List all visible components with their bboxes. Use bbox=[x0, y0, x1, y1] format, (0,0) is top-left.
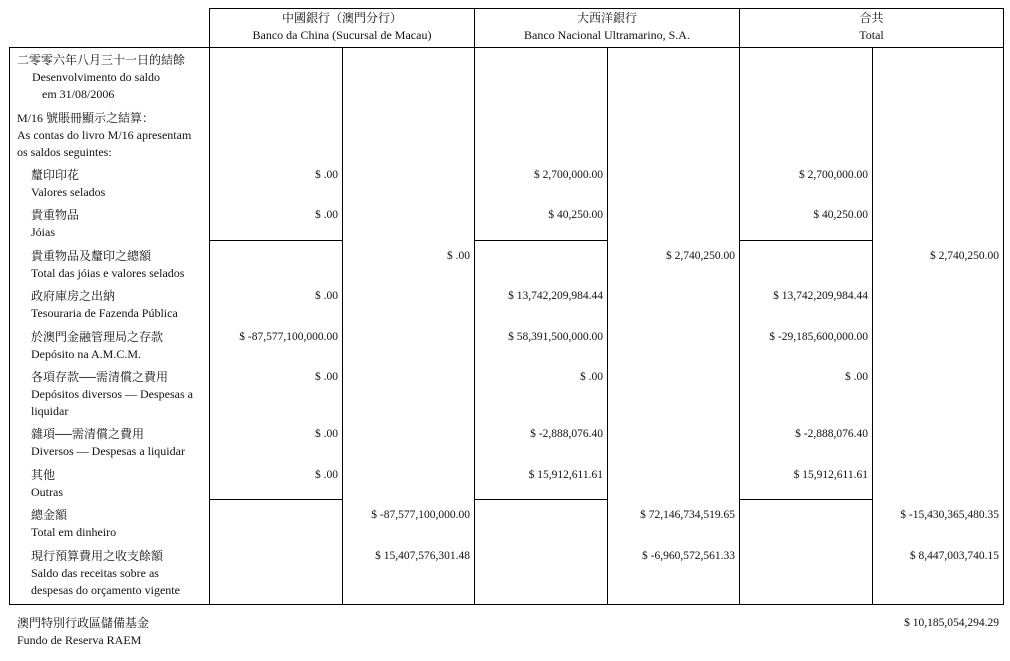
boc-subtotal: $ .00 bbox=[447, 250, 470, 262]
row-label-pt: Jóias bbox=[31, 225, 55, 239]
boc-value: $ .00 bbox=[315, 469, 338, 481]
row-label-zh: 貴重物品 bbox=[31, 208, 80, 222]
header-boc-pt: Banco da China (Sucursal de Macau) bbox=[252, 28, 432, 42]
bnu-value: $ 58,391,500,000.00 bbox=[508, 331, 603, 343]
reserve-fund-label-zh: 澳門特別行政區儲備基金 bbox=[17, 616, 150, 630]
total-subtotal: $ -15,430,365,480.35 bbox=[900, 509, 999, 521]
boc-value: $ .00 bbox=[315, 169, 338, 181]
row-label-pt: Valores selados bbox=[31, 185, 106, 199]
bnu-subtotal: $ 2,740,250.00 bbox=[666, 250, 735, 262]
header-total-pt: Total bbox=[859, 28, 884, 42]
bnu-value: $ 40,250.00 bbox=[548, 209, 603, 221]
row-label-pt: Depósitos diversos — Despesas a liquidar bbox=[31, 387, 193, 418]
reserve-fund-total: $ 10,185,054,294.29 bbox=[904, 617, 999, 629]
total-value: $ 2,700,000.00 bbox=[799, 169, 868, 181]
boc-subtotal: $ 15,407,576,301.48 bbox=[375, 550, 470, 562]
row-label-pt: Saldo das receitas sobre as despesas do orçamento vigente bbox=[31, 566, 180, 597]
row-label-zh: 現行預算費用之收支餘額 bbox=[31, 549, 164, 563]
reserve-fund-label-pt: Fundo de Reserva RAEM bbox=[17, 633, 142, 647]
bnu-value: $ 13,742,209,984.44 bbox=[508, 290, 603, 302]
m16-label-pt-2: os saldos seguintes: bbox=[17, 145, 112, 159]
boc-value: $ -87,577,100,000.00 bbox=[239, 331, 338, 343]
bnu-value: $ 2,700,000.00 bbox=[534, 169, 603, 181]
row-label-zh: 其他 bbox=[31, 468, 56, 482]
boc-value: $ .00 bbox=[315, 428, 338, 440]
total-value: $ 15,912,611.61 bbox=[793, 469, 868, 481]
header-total-zh: 合共 bbox=[859, 11, 884, 25]
m16-label-pt-1: As contas do livro M/16 apresentam bbox=[17, 128, 192, 142]
bnu-value: $ -2,888,076.40 bbox=[530, 428, 603, 440]
total-subtotal: $ 2,740,250.00 bbox=[930, 250, 999, 262]
row-label-pt: Tesouraria de Fazenda Pública bbox=[31, 306, 178, 320]
header-bnu-pt: Banco Nacional Ultramarino, S.A. bbox=[524, 28, 690, 42]
row-label-pt: Total das jóias e valores selados bbox=[31, 266, 185, 280]
header-bnu-zh: 大西洋銀行 bbox=[576, 11, 637, 25]
boc-value: $ .00 bbox=[315, 209, 338, 221]
total-value: $ -2,888,076.40 bbox=[795, 428, 868, 440]
bnu-subtotal: $ -6,960,572,561.33 bbox=[642, 550, 735, 562]
total-value: $ 40,250.00 bbox=[813, 209, 868, 221]
total-value: $ .00 bbox=[845, 371, 868, 383]
row-label-zh: 於澳門金融管理局之存款 bbox=[31, 330, 164, 344]
row-label-zh: 政府庫房之出納 bbox=[31, 289, 116, 303]
bnu-value: $ .00 bbox=[580, 371, 603, 383]
row-label-pt: Outras bbox=[31, 485, 63, 499]
date-label-zh: 二零零六年八月三十一日的結餘 bbox=[17, 53, 186, 67]
date-label-pt-2: em 31/08/2006 bbox=[42, 87, 115, 101]
boc-subtotal: $ -87,577,100,000.00 bbox=[371, 509, 470, 521]
row-label-pt: Depósito na A.M.C.M. bbox=[31, 347, 142, 361]
boc-value: $ .00 bbox=[315, 290, 338, 302]
total-value: $ 13,742,209,984.44 bbox=[773, 290, 868, 302]
m16-label-zh: M/16 號賬冊顯示之結算： bbox=[17, 111, 155, 125]
bnu-subtotal: $ 72,146,734,519.65 bbox=[640, 509, 735, 521]
header-boc-zh: 中國銀行（澳門分行） bbox=[281, 11, 402, 25]
row-label-pt: Diversos — Despesas a liquidar bbox=[31, 444, 185, 458]
bnu-value: $ 15,912,611.61 bbox=[528, 469, 603, 481]
boc-value: $ .00 bbox=[315, 371, 338, 383]
row-label-zh: 貴重物品及釐印之總額 bbox=[31, 249, 152, 263]
date-label-pt-1: Desenvolvimento do saldo bbox=[32, 70, 160, 84]
total-subtotal: $ 8,447,003,740.15 bbox=[909, 550, 999, 562]
row-label-zh: 釐印印花 bbox=[31, 168, 80, 182]
row-label-zh: 雜項──需清償之費用 bbox=[31, 427, 145, 441]
row-label-zh: 各項存款──需清償之費用 bbox=[31, 370, 169, 384]
row-label-pt: Total em dinheiro bbox=[31, 525, 117, 539]
row-label-zh: 總金額 bbox=[31, 508, 68, 522]
total-value: $ -29,185,600,000.00 bbox=[769, 331, 868, 343]
